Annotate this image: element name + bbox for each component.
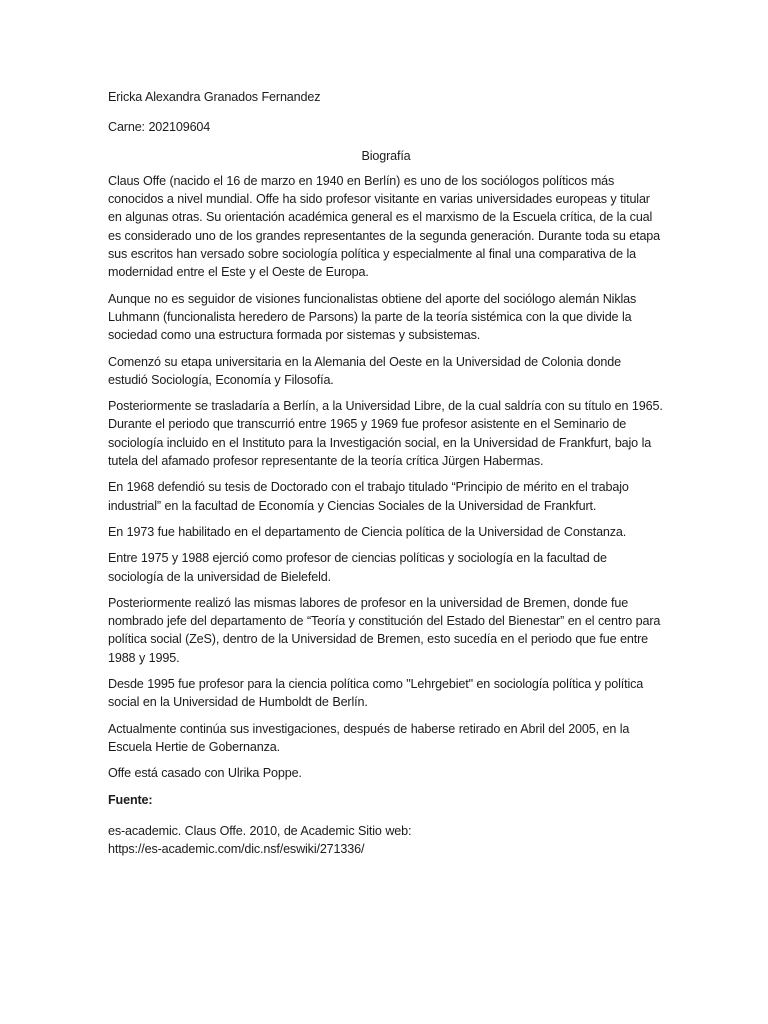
source-heading: Fuente: [108, 792, 153, 807]
source-citation-text: es-academic. Claus Offe. 2010, de Academic Sitio web: [108, 823, 412, 838]
paragraph-11: Offe está casado con Ulrika Poppe. [108, 766, 302, 781]
paragraph-9: Desde 1995 fue profesor para la ciencia política como "Lehrgebiet" en sociología política y política social en la Universidad de Humboldt de Berlín. [108, 677, 644, 710]
document-title: Biografía [361, 148, 411, 163]
paragraph-7: Entre 1975 y 1988 ejerció como profesor de ciencias políticas y sociología en la facultad de sociología de la universidad de Bielefeld. [108, 551, 607, 584]
paragraph-1: Claus Offe (nacido el 16 de marzo en 1940 en Berlín) es uno de los sociólogos políticos más conocidos a nivel mundial. Offe ha sido profesor visitante en varias universidades europeas y titular en algunas otras. Su orientación académica general es el marxismo de la Escuela crítica, de la cual es considerado uno de los grandes representantes de la segunda generación. Durante toda su etapa sus escritos han versado sobre sociología política y especialmente al final una comparativa de la modernidad entre el Este y el Oeste de Europa. [108, 173, 661, 280]
paragraph-3: Comenzó su etapa universitaria en la Alemania del Oeste en la Universidad de Colonia donde estudió Sociología, Economía y Filosofía. [108, 354, 621, 387]
paragraph-4: Posteriormente se trasladaría a Berlín, a la Universidad Libre, de la cual saldría con su título en 1965. Durante el periodo que transcurrió entre 1965 y 1969 fue profesor asistente en el Seminario de sociología incluido en el Instituto para la Investigación social, en la Universidad de Frankfurt, bajo la tutela del afamado profesor representante de la teoría crítica Jürgen Habermas. [108, 399, 663, 469]
source-url: https://es-academic.com/dic.nsf/eswiki/271336/ [108, 842, 365, 857]
paragraph-6: En 1973 fue habilitado en el departamento de Ciencia política de la Universidad de Constanza. [108, 524, 627, 539]
paragraph-2: Aunque no es seguidor de visiones funcionalistas obtiene del aporte del sociólogo alemán Niklas Luhmann (funcionalista heredero de Parsons) la parte de la teoría sistémica con la que divide la sociedad como una estructura formada por sistemas y subsistemas. [108, 291, 637, 343]
author-name: Ericka Alexandra Granados Fernandez [108, 90, 321, 104]
paragraph-10: Actualmente continúa sus investigaciones, después de haberse retirado en Abril del 2005, en la Escuela Hertie de Gobernanza. [108, 721, 630, 754]
paragraph-8: Posteriormente realizó las mismas labores de profesor en la universidad de Bremen, donde fue nombrado jefe del departamento de “Teoría y constitución del Estado del Bienestar” en el centro para política social (ZeS), dentro de la Universidad de Bremen, esto sucedía en el periodo que fue entre 1988 y 1995. [108, 595, 661, 665]
source-citation [108, 822, 664, 859]
document-page [108, 88, 664, 858]
paragraph-5: En 1968 defendió su tesis de Doctorado con el trabajo titulado “Principio de mérito en el trabajo industrial” en la facultad de Economía y Ciencias Sociales de la Universidad de Frankfurt. [108, 480, 629, 513]
student-id: Carne: 202109604 [108, 120, 211, 135]
